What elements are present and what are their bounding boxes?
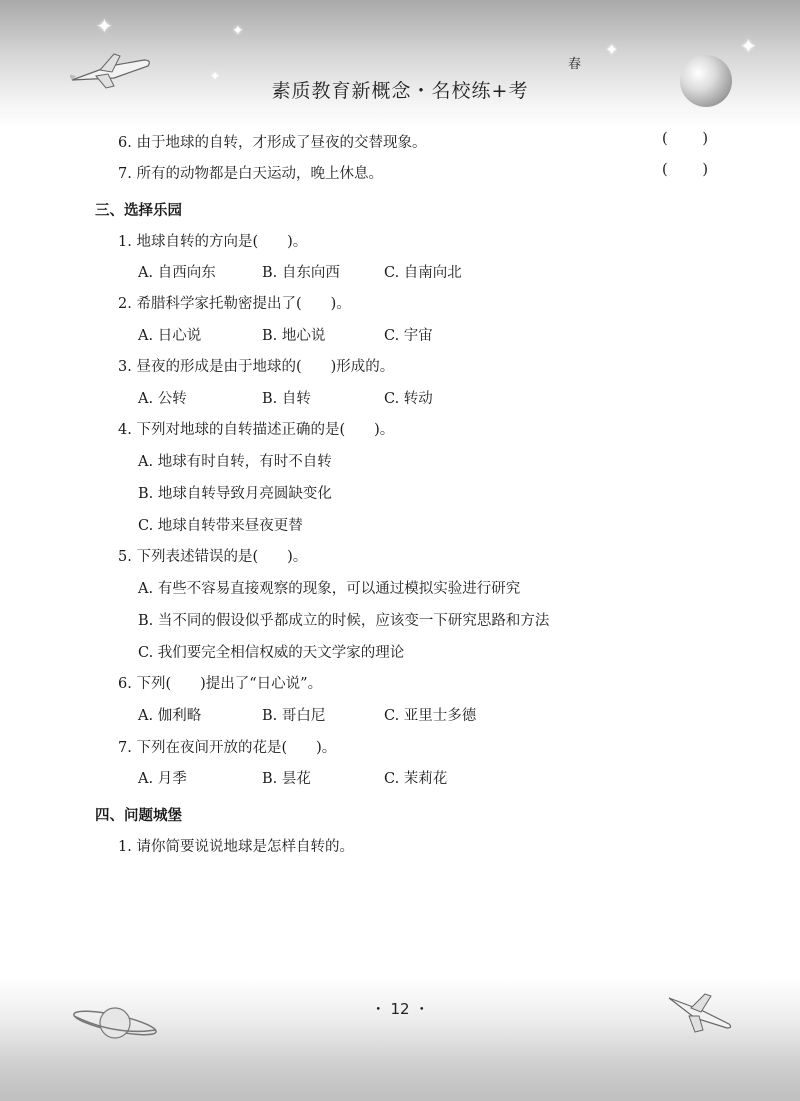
option-c[interactable]: C. 转动 xyxy=(384,391,433,407)
question-stem: 7. 下列在夜间开放的花是( )。 xyxy=(118,740,337,756)
option-c[interactable]: C. 茉莉花 xyxy=(384,771,448,787)
question-stem: 1. 地球自转的方向是( )。 xyxy=(118,234,308,250)
option-a[interactable]: A. 伽利略 xyxy=(138,708,202,724)
page-number: ・ 12 ・ xyxy=(370,1000,430,1018)
season-label: 春 xyxy=(568,57,582,72)
question-stem: 6. 下列( )提出了“日心说”。 xyxy=(118,676,323,692)
option-c[interactable]: C. 地球自转带来昼夜更替 xyxy=(138,518,303,534)
star-icon: ✦ xyxy=(605,40,619,59)
option-a[interactable]: A. 自西向东 xyxy=(138,265,216,281)
option-a[interactable]: A. 地球有时自转，有时不自转 xyxy=(138,454,332,470)
option-b[interactable]: B. 昙花 xyxy=(262,771,311,787)
option-a[interactable]: A. 公转 xyxy=(138,391,187,407)
answer-bracket[interactable]: ( ) xyxy=(662,162,708,178)
question-stem: 2. 希腊科学家托勒密提出了( )。 xyxy=(118,296,351,312)
star-icon: ✦ xyxy=(232,23,244,39)
option-c[interactable]: C. 自南向北 xyxy=(384,265,462,281)
star-icon: ✦ xyxy=(96,14,113,38)
option-b[interactable]: B. 哥白尼 xyxy=(262,708,326,724)
judgement-item-6: 6. 由于地球的自转，才形成了昼夜的交替现象。 xyxy=(118,135,427,151)
option-b[interactable]: B. 当不同的假设似乎都成立的时候，应该变一下研究思路和方法 xyxy=(138,613,550,629)
question-stem: 5. 下列表述错误的是( )。 xyxy=(118,549,308,565)
question-stem: 3. 昼夜的形成是由于地球的( )形成的。 xyxy=(118,359,395,375)
star-icon: ✦ xyxy=(210,69,221,83)
option-b[interactable]: B. 自转 xyxy=(262,391,311,407)
answer-bracket[interactable]: ( ) xyxy=(662,131,708,147)
option-c[interactable]: C. 宇宙 xyxy=(384,328,433,344)
judgement-item-7: 7. 所有的动物都是白天运动，晚上休息。 xyxy=(118,166,383,182)
question-stem: 1. 请你简要说说地球是怎样自转的。 xyxy=(118,839,354,855)
question-stem: 4. 下列对地球的自转描述正确的是( )。 xyxy=(118,422,395,438)
option-c[interactable]: C. 我们要完全相信权威的天文学家的理论 xyxy=(138,645,405,661)
option-c[interactable]: C. 亚里士多德 xyxy=(384,708,477,724)
option-a[interactable]: A. 月季 xyxy=(138,771,187,787)
option-b[interactable]: B. 地心说 xyxy=(262,328,326,344)
section-heading: 四、问题城堡 xyxy=(95,808,182,824)
page-header-title: 素质教育新概念・名校练+考 xyxy=(271,80,529,102)
option-a[interactable]: A. 有些不容易直接观察的现象，可以通过模拟实验进行研究 xyxy=(138,581,521,597)
option-a[interactable]: A. 日心说 xyxy=(138,328,202,344)
option-b[interactable]: B. 地球自转导致月亮圆缺变化 xyxy=(138,486,332,502)
option-b[interactable]: B. 自东向西 xyxy=(262,265,340,281)
shuttle-icon xyxy=(665,990,735,1034)
section-heading: 三、选择乐园 xyxy=(95,203,182,219)
star-icon: ✦ xyxy=(740,34,757,58)
